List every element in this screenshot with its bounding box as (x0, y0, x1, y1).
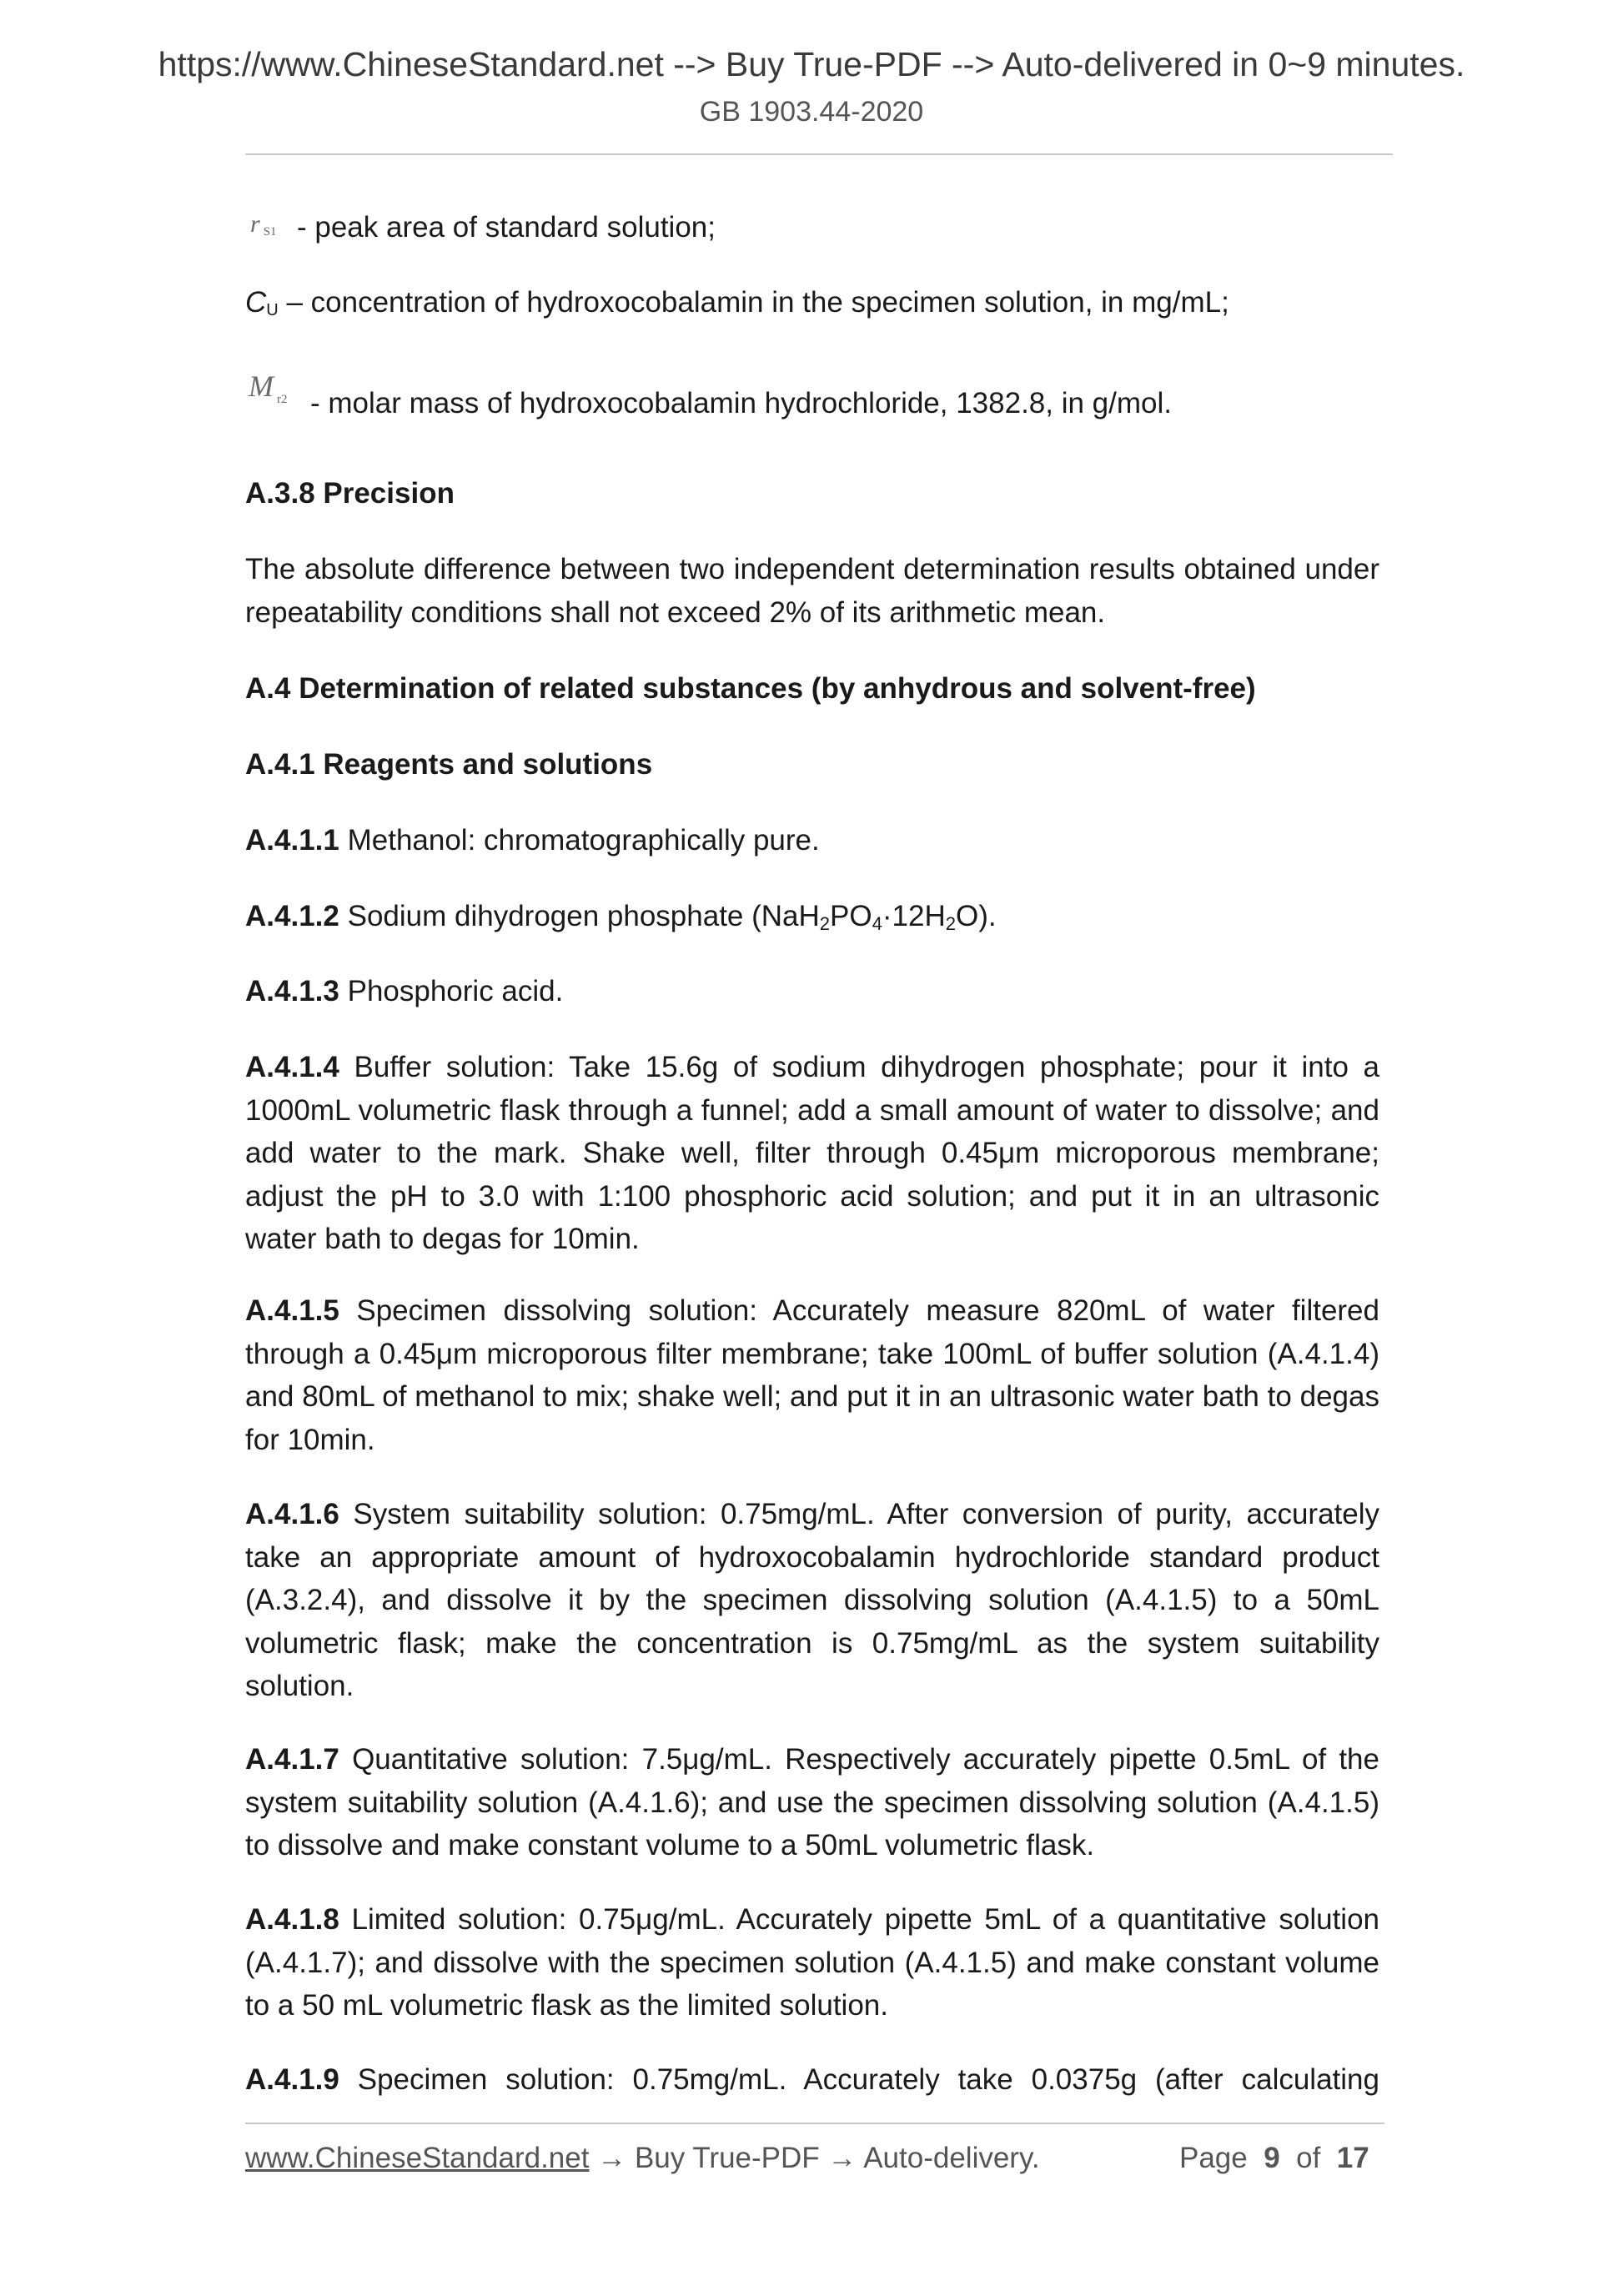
clause-text: Sodium dihydrogen phosphate $(NaH_2PO_4\cdot 12H_2O)$. (347, 900, 997, 934)
clause-number: A.4.1.4 (245, 1051, 339, 1083)
clause-a4-1-4 (245, 1046, 1379, 1261)
clause-text: Methanol: chromatographically pure. (347, 824, 820, 857)
definition-text: – concentration of hydroxocobalamin in the specimen solution, in mg/mL; (286, 286, 1229, 319)
clause-a4-1-8 (245, 1898, 1379, 2027)
page-indicator: Page 9 of 17 (1179, 2142, 1369, 2174)
arrow-icon: → (827, 2142, 857, 2174)
clause-text: Specimen solution: 0.75mg/mL. Accurately take 0.0375g (after calculating (357, 2063, 1379, 2096)
clause-a4-1-2 (245, 895, 1379, 946)
footer-links (245, 2142, 1040, 2175)
footer-divider (245, 2123, 1384, 2124)
section-a41-title: A.4.1 Reagents and solutions (245, 748, 653, 781)
clause-number: A.4.1.6 (245, 1498, 339, 1530)
clause-a4-1-5 (245, 1289, 1379, 1461)
definition-cu (245, 281, 1379, 333)
header-url-line: https://www.ChineseStandard.net --> Buy True-PDF --> Auto-delivered in 0~9 minutes. (158, 45, 1465, 83)
clause-a4-1-1 (245, 819, 1379, 862)
footer-buy-text: Buy True-PDF (634, 2142, 820, 2174)
standard-number: GB 1903.44-2020 (699, 96, 924, 128)
definition-text: - peak area of standard solution; (297, 211, 716, 244)
clause-a4-1-7 (245, 1738, 1379, 1867)
header-divider (245, 153, 1393, 155)
clause-text: Specimen dissolving solution: Accurately measure 820mL of water filtered through a 0.45μm microporous filter membrane; take 100mL of buffer solution (A.4.1.4) and 80mL of methanol to mix; shake well; and put it in an ultrasonic water bath to degas for 10min. (245, 1294, 1379, 1456)
clause-number: A.4.1.9 (245, 2063, 339, 2096)
clause-number: A.4.1.1 (245, 824, 339, 857)
clause-number: A.4.1.8 (245, 1903, 339, 1936)
footer-website-link[interactable]: www.ChineseStandard.net (245, 2142, 590, 2174)
clause-text: Buffer solution: Take 15.6g of sodium dihydrogen phosphate; pour it into a 1000mL volumetric flask through a funnel; add a small amount of water to dissolve; and add water to the mark. Shake well, filter through 0.45μm microporous membrane; adjust the pH to 3.0 with 1:100 phosphoric acid solution; and put it in an ultrasonic water bath to degas for 10min. (245, 1051, 1379, 1255)
definition-text: - molar mass of hydroxocobalamin hydrochloride, 1382.8, in g/mol. (310, 387, 1172, 420)
clause-number: A.4.1.5 (245, 1294, 339, 1327)
footer-delivery-text: Auto-delivery. (863, 2142, 1040, 2174)
clause-text: System suitability solution: 0.75mg/mL. After conversion of purity, accurately take an appropriate amount of hydroxocobalamin hydrochloride standard product (A.3.2.4), and dissolve it by the specimen dissolving solution (A.4.1.5) to a 50mL volumetric flask; make the concentration is 0.75mg/mL as the system suitability solution. (245, 1498, 1379, 1702)
section-a4-title: A.4 Determination of related substances (by anhydrous and solvent-free) (245, 672, 1256, 705)
arrow-icon: → (597, 2142, 627, 2174)
section-a38-text: The absolute difference between two independent determination results obtained under repeatability conditions shall not exceed 2% of its arithmetic mean. (245, 553, 1379, 629)
section-a38-title: A.3.8 Precision (245, 477, 455, 510)
clause-a4-1-6 (245, 1493, 1379, 1708)
total-pages: 17 (1336, 2142, 1369, 2174)
clause-text: Quantitative solution: 7.5μg/mL. Respectively accurately pipette 0.5mL of the system suitability solution (A.4.1.6); and use the specimen dissolving solution (A.4.1.5) to dissolve and make constant volume to a 50mL volumetric flask. (245, 1743, 1379, 1861)
clause-a4-1-9 (245, 2058, 1379, 2102)
clause-text: Limited solution: 0.75μg/mL. Accurately pipette 5mL of a quantitative solution (A.4.1.7); and dissolve with the specimen solution (A.4.1.5) and make constant volume to a 50 mL volumetric flask as the limited solution. (245, 1903, 1379, 2022)
clause-a4-1-3 (245, 970, 1379, 1013)
clause-number: A.4.1.2 (245, 900, 339, 932)
clause-number: A.4.1.3 (245, 975, 339, 1007)
clause-number: A.4.1.7 (245, 1743, 339, 1776)
symbol-cu: $C_U$ (245, 286, 279, 319)
symbol-r: r S1 (250, 210, 277, 239)
current-page: 9 (1264, 2142, 1280, 2174)
clause-text: Phosphoric acid. (347, 975, 564, 1007)
symbol-m: M $_{r2}$ (249, 369, 288, 406)
